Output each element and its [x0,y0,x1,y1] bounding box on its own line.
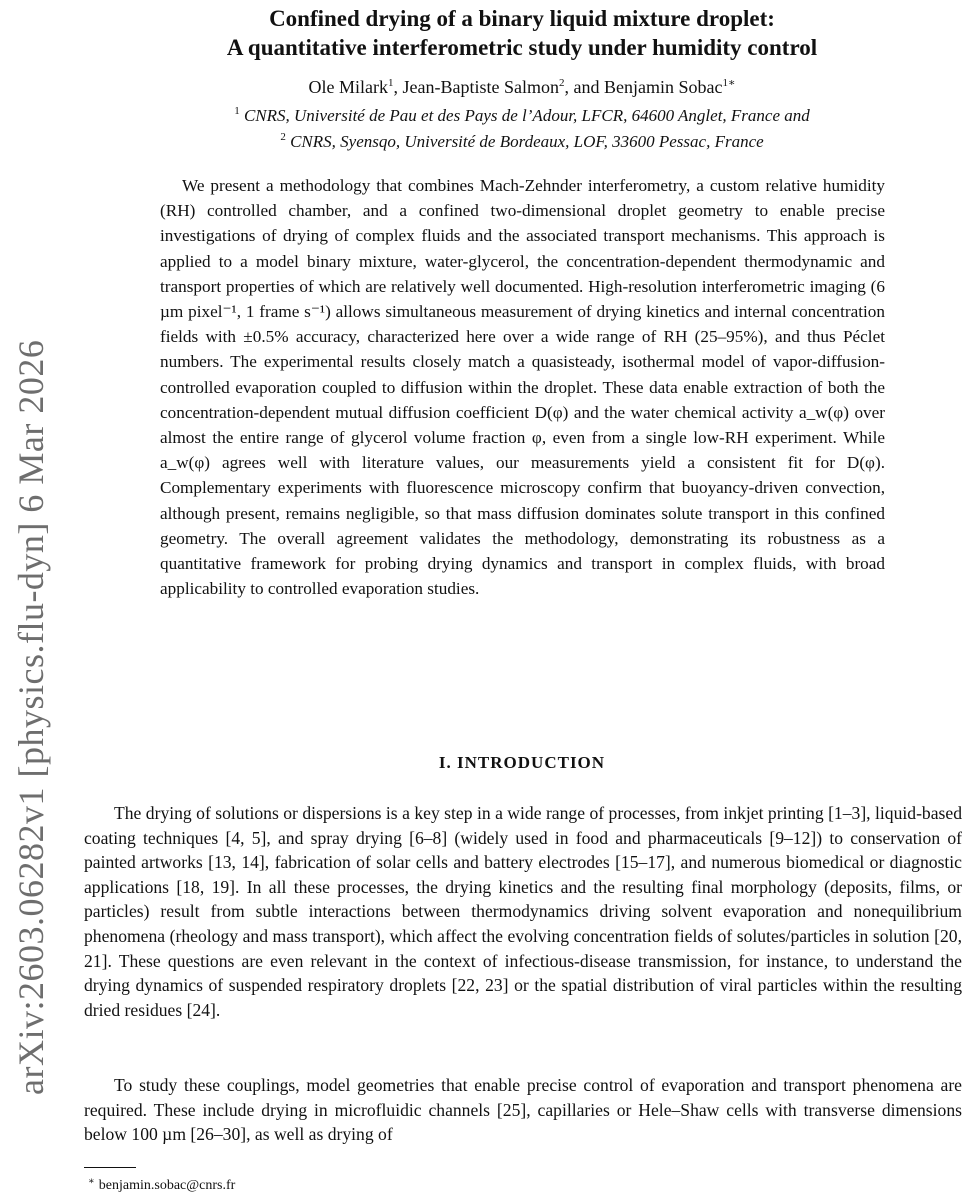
footnote [88,1178,235,1194]
affiliation-text: CNRS, Syensqo, Université de Bordeaux, LOF, 33600 Pessac, France [290,132,764,151]
title-line-1: Confined drying of a binary liquid mixture droplet: [269,6,775,31]
author-mark: 1 [388,77,394,89]
affiliation-mark: 2 [280,131,286,143]
footnote-email[interactable]: benjamin.sobac@cnrs.fr [98,1178,236,1193]
title-line-2: A quantitative interferometric study under humidity control [226,35,818,60]
author-list [82,76,962,98]
affiliation-1 [82,105,962,127]
author-separator: , [393,77,403,97]
footnote-rule [84,1167,136,1168]
section-heading: I. INTRODUCTION [438,753,606,772]
arxiv-identifier: arXiv:2603.06282v1 [physics.flu-dyn] 6 Mar 2026 [11,339,51,1095]
paper-title [82,4,962,62]
author-mark: 1∗ [722,77,736,89]
footnote-mark: ∗ [88,1176,95,1187]
affiliation-text: CNRS, Université de Pau et des Pays de l’Adour, LFCR, 64600 Anglet, France and [243,106,810,125]
intro-paragraph-1: The drying of solutions or dispersions is a key step in a wide range of processes, from inkjet printing [1–3], liquid-based coating techniques [4, 5], and spray drying [6–8] (widely used in food and pharmaceuticals [9–12]) to conservation of painted artworks [13, 14], fabrication of solar cells and battery electrodes [15–17], and numerous biomedical or diagnostic applications [18, 19]. In all these processes, the drying kinetics and the resulting final morphology (deposits, films, or particles) result from subtle interactions between thermodynamics driving solvent evaporation and nonequilibrium phenomena (rheology and mass transport), which affect the evolving concentration fields of solutes/particles in solution [20, 21]. These questions are even relevant in the context of infectious-disease transmission, for instance, to understand the drying dynamics of suspended respiratory droplets [22, 23] or the spatial distribution of viral particles within the resulting dried residues [24]. [84,803,962,1020]
author-mark: 2 [559,77,565,89]
abstract: We present a methodology that combines Mach-Zehnder interferometry, a custom relative humidity (RH) controlled chamber, and a confined two-dimensional droplet geometry to enable precise investigations of drying of complex fluids and the associated transport mechanisms. This approach is applied to a model binary mixture, water-glycerol, the concentration-dependent thermodynamic and transport properties of which are relatively well documented. High-resolution interferometric imaging (6 µm pixel⁻¹, 1 frame s⁻¹) allows simultaneous measurement of drying kinetics and internal concentration fields with ±0.5% accuracy, characterized here over a wide range of RH (25–95%), and thus Péclet numbers. The experimental results closely match a quasisteady, isothermal model of vapor-diffusion-controlled evaporation coupled to diffusion within the droplet. These data enable extraction of both the concentration-dependent mutual diffusion coefficient D(φ) and the water chemical activity a_w(φ) over almost the entire range of glycerol volume fraction φ, even from a single low-RH experiment. While a_w(φ) agrees well with literature values, our measurements yield a consistent fit for D(φ). Complementary experiments with fluorescence microscopy confirm that buoyancy-driven convection, although present, remains negligible, so that mass diffusion dominates solute transport in this confined geometry. The overall agreement validates the methodology, demonstrating its robustness as a quantitative framework for probing drying dynamics and transport in complex fluids, with broad applicability to controlled evaporation studies. [160,176,885,599]
affiliation-2 [82,131,962,153]
author-name: Ole Milark [308,77,389,97]
affiliation-mark: 1 [234,105,240,117]
author-name: Benjamin Sobac [604,77,723,97]
intro-paragraph-2: To study these couplings, model geometries that enable precise control of evaporation and transport phenomena are required. These include drying in microfluidic channels [25], capillaries or Hele–Shaw cells with transverse dimensions below 100 µm [26–30], as well as drying of [84,1075,962,1145]
author-name: Jean-Baptiste Salmon [402,77,559,97]
author-separator: , and [564,77,604,97]
